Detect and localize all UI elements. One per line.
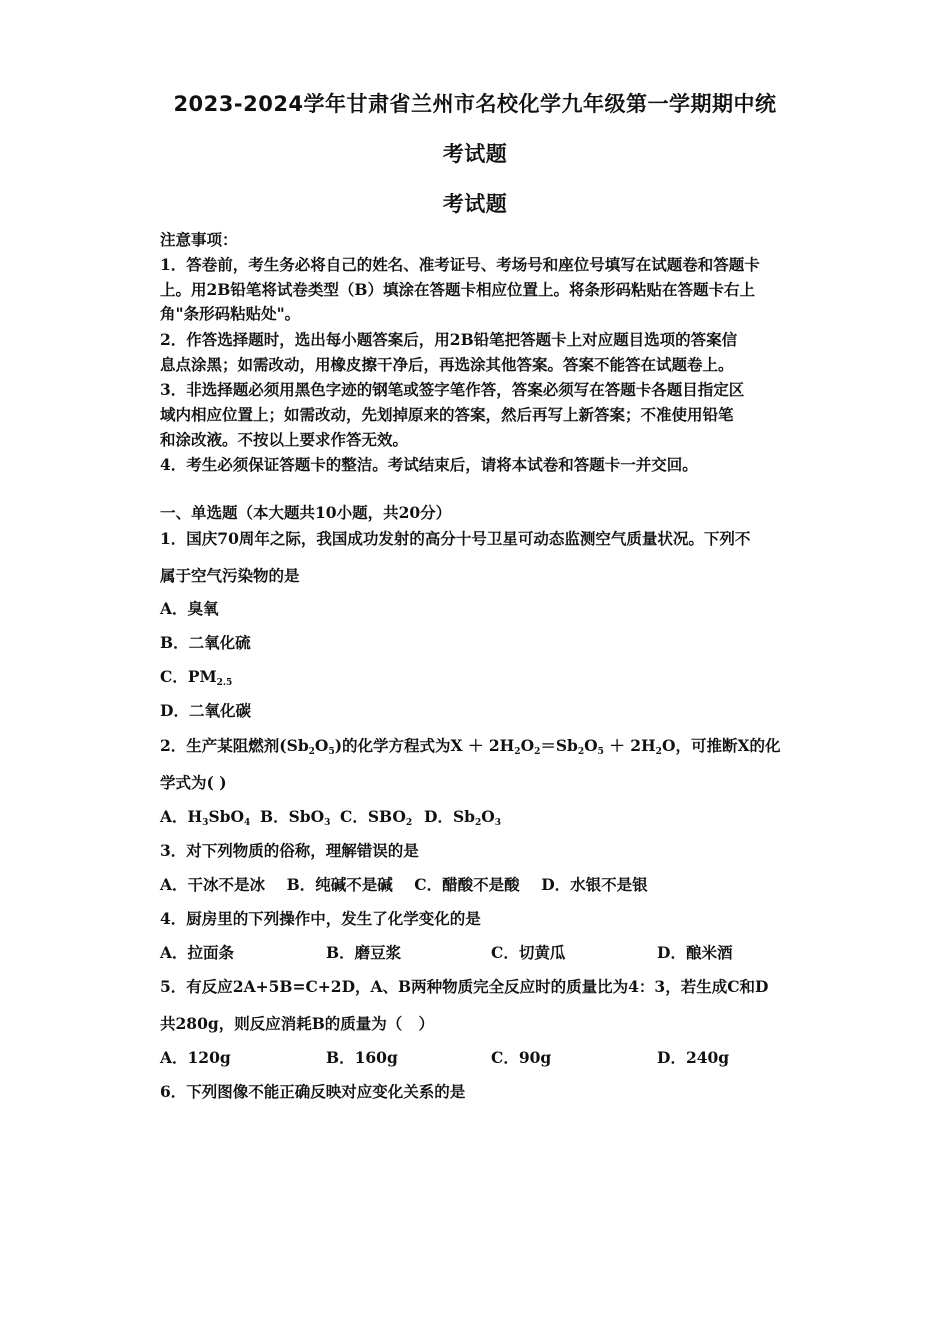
- question-4-option-c: C．切黄瓜: [491, 943, 566, 962]
- question-4-stem: 4．厨房里的下列操作中，发生了化学变化的是: [160, 909, 481, 928]
- question-1-option-c: [160, 665, 232, 688]
- subscript: 2: [655, 747, 662, 757]
- subscript: 3: [324, 818, 331, 828]
- question-5-stem-cont: 共280g，则反应消耗B的质量为（ ）: [160, 1014, 434, 1033]
- text-run: O: [584, 736, 598, 755]
- text-run: ＝Sb: [540, 736, 578, 755]
- subscript: 3: [202, 818, 209, 828]
- question-5-option-b: B．160g: [326, 1048, 398, 1067]
- subscript: 2: [474, 818, 482, 828]
- question-4-option-d: D．酿米酒: [657, 943, 733, 962]
- question-1-option-a: A．臭氧: [160, 599, 219, 618]
- notice-line: 息点涂黑；如需改动，用橡皮擦干净后，再选涂其他答案。答案不能答在试题卷上。: [160, 355, 734, 374]
- notice-line: 2．作答选择题时，选出每小题答案后，用2B铅笔把答题卡上对应题目选项的答案信: [160, 330, 738, 349]
- subscript: 2: [514, 747, 521, 757]
- question-6-stem: 6．下列图像不能正确反映对应变化关系的是: [160, 1082, 466, 1101]
- question-2-option-d: [424, 805, 501, 828]
- notice-line: 和涂改液。不按以上要求作答无效。: [160, 430, 409, 449]
- text-run: O: [481, 807, 495, 826]
- notice-line: 域内相应位置上；如需改动，先划掉原来的答案，然后再写上新答案；不准使用铅笔: [160, 405, 734, 424]
- text-run: B．SbO: [260, 807, 325, 826]
- question-5-stem: 5．有反应2A+5B=C+2D，A、B两种物质完全反应时的质量比为4：3，若生成C和D: [160, 977, 769, 996]
- subscript: 5: [597, 747, 604, 757]
- option-text: C．PM: [160, 667, 217, 686]
- question-1-stem: 1．国庆70周年之际，我国成功发射的高分十号卫星可动态监测空气质量状况。下列不: [160, 529, 751, 548]
- text-run: SbO: [208, 807, 244, 826]
- subscript: 5: [328, 747, 335, 757]
- subscript: 2: [405, 818, 413, 828]
- subscript: 2: [308, 747, 315, 757]
- question-2-option-a: [160, 805, 250, 828]
- question-4-option-a: A．拉面条: [160, 943, 235, 962]
- notice-line: 4．考生必须保证答题卡的整洁。考试结束后，请将本试卷和答题卡一并交回。: [160, 455, 698, 474]
- question-2-option-c: [340, 805, 412, 828]
- notice-line: 上。用2B铅笔将试卷类型（B）填涂在答题卡相应位置上。将条形码粘贴在答题卡右上: [160, 280, 755, 299]
- exam-title-line2: 考试题: [442, 142, 508, 166]
- question-1-option-d: D．二氧化碳: [160, 701, 251, 720]
- subscript: 4: [243, 818, 251, 828]
- question-1-option-b: B．二氧化硫: [160, 633, 251, 652]
- subscript: 2: [577, 747, 585, 757]
- question-4-option-b: B．磨豆浆: [326, 943, 402, 962]
- question-5-option-d: D．240g: [657, 1048, 730, 1067]
- question-3-stem: 3．对下列物质的俗称，理解错误的是: [160, 841, 419, 860]
- notice-line: 3．非选择题必须用黑色字迹的钢笔或签字笔作答，答案必须写在答题卡各题目指定区: [160, 380, 745, 399]
- text-run: C．SBO: [340, 807, 406, 826]
- subscript: 2: [534, 747, 541, 757]
- notice-line: 角"条形码粘贴处"。: [160, 304, 301, 323]
- text-run: 2．生产某阻燃剂(Sb: [160, 736, 309, 755]
- text-run: O: [520, 736, 535, 755]
- question-2-stem: [160, 734, 780, 757]
- question-2-option-b: [260, 805, 330, 828]
- text-run: O，可推断X的化: [661, 736, 781, 755]
- question-5-option-a: A．120g: [160, 1048, 231, 1067]
- question-5-option-c: C．90g: [491, 1048, 552, 1067]
- text-run: )的化学方程式为X ＋ 2H: [334, 736, 515, 755]
- question-1-stem-cont: 属于空气污染物的是: [160, 566, 300, 585]
- text-run: A．H: [160, 807, 203, 826]
- notice-heading: 注意事项：: [160, 230, 238, 249]
- subscript: 3: [494, 818, 502, 828]
- subscript: 2.5: [216, 678, 233, 688]
- question-3-options: A．干冰不是冰 B．纯碱不是碱 C．醋酸不是酸 D．水银不是银: [160, 875, 648, 894]
- text-run: ＋ 2H: [603, 736, 656, 755]
- section-heading: 一、单选题（本大题共10小题，共20分）: [160, 503, 452, 522]
- exam-title-line3: 考试题: [442, 192, 508, 216]
- notice-line: 1．答卷前，考生务必将自己的姓名、准考证号、考场号和座位号填写在试题卷和答题卡: [160, 255, 760, 274]
- exam-title-line1: 2023-2024学年甘肃省兰州市名校化学九年级第一学期期中统: [173, 92, 777, 116]
- question-2-stem-cont: 学式为( ): [160, 773, 227, 792]
- text-run: O: [314, 736, 329, 755]
- text-run: D．Sb: [424, 807, 475, 826]
